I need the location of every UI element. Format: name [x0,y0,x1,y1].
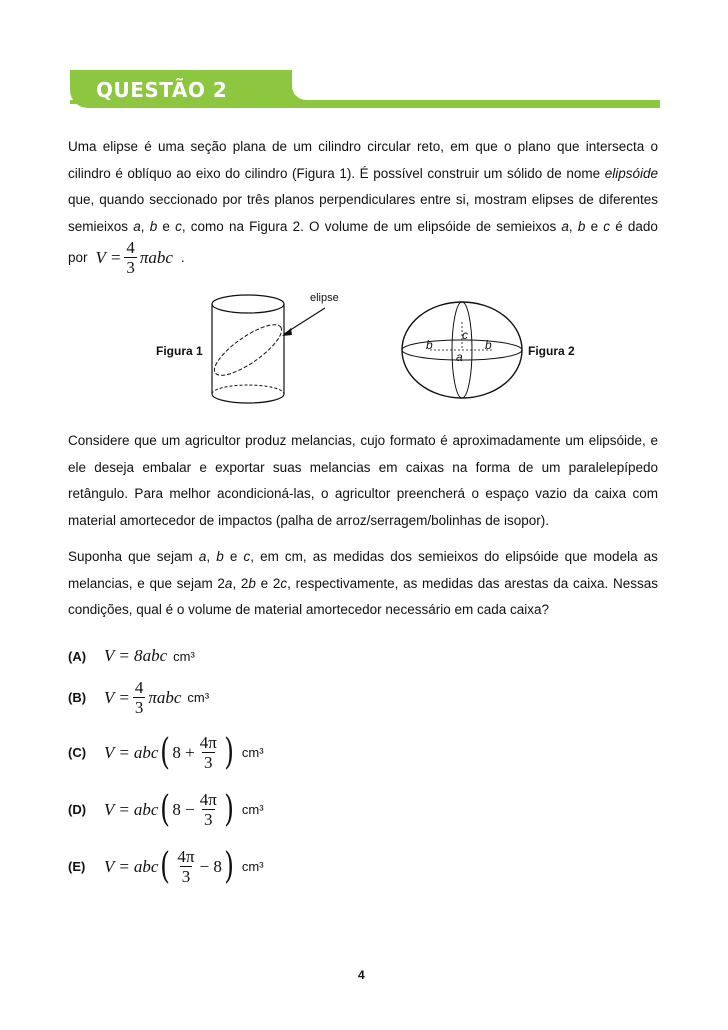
agricultor-paragraph [68,428,658,534]
intro-line-4: semieixos a, b e c, como na Figura 2. O volume de um elipsóide de semieixos a, b e c é dado [68,218,658,234]
axis-label-b-left: b [426,338,433,352]
fraction: $\frac{4\pi}{3}$ [199,733,217,772]
suponha-paragraph [68,544,658,624]
open-paren: ( [160,845,171,887]
figure-2-label: Figura 2 [528,344,575,358]
close-paren: ) [223,845,234,887]
paragraph-line: Suponha que sejam a, b e c, em cm, as medidas dos semieixos do elipsóide que modela as [68,549,658,564]
paragraph-line: Considere que um agricultor produz melancias, cujo formato é aproximadamente um elipsóide, e [68,433,658,448]
alternative-d[interactable]: (D) V = abc ( 8 − $\frac{4\pi}{3}$ ) cm³ [68,788,264,830]
figure-1-cylinder [200,288,360,416]
figure-1-label: Figura 1 [156,344,203,358]
formula-fraction: $\frac{4}{3}$ [126,238,135,277]
elipse-label: elipse [310,292,339,304]
paragraph-line: retângulo. Para melhor acondicioná-las, o agricultor preencherá o espaço vazio da caixa com [68,486,658,501]
alternative-a[interactable]: (A) V = 8 abc cm³ [68,646,195,665]
intro-paragraph [68,134,658,240]
axis-label-a: a [456,350,463,364]
paragraph-line: material amortecedor de impactos (palha de arroz/serragem/bolinhas de isopor). [68,512,549,528]
figure-2-ellipsoid [400,300,530,408]
close-paren: ) [223,788,234,830]
open-paren: ( [160,788,171,830]
question-title: QUESTÃO 2 [96,78,228,102]
open-paren: ( [160,731,171,773]
intro-line-2: cilindro é oblíquo ao eixo do cilindro (Figura 1). É possível construir um sólido de nome elipsóide [68,165,658,181]
page-number: 4 [358,968,365,982]
paragraph-line: condições, qual é o volume de material amortecedor necessário em cada caixa? [68,602,550,617]
alternative-e[interactable]: (E) V = abc ( $\frac{4\pi}{3}$ − 8 ) cm³ [68,845,264,887]
intro-line-3: que, quando seccionado por três planos perpendiculares entre si, mostram elipses de diferentes [68,192,658,207]
paragraph-line: melancias, e que sejam 2a, 2b e 2c, respectivamente, as medidas das arestas da caixa. Nessas [68,575,658,591]
fraction: $\frac{4\pi}{3}$ [199,790,217,829]
fraction: $\frac{4\pi}{3}$ [177,847,195,886]
intro-line-1: Uma elipse é uma seção plana de um cilindro circular reto, em que o plano que intersecta o [68,139,658,154]
close-paren: ) [223,731,234,773]
axis-label-b-right: b [485,338,492,352]
alternative-b[interactable]: (B) V = $\frac{4}{3}$ πabc cm³ [68,678,210,717]
alternative-c[interactable]: (C) V = abc ( 8 + $\frac{4\pi}{3}$ ) cm³ [68,731,264,773]
header-white-tab [292,70,660,100]
paragraph-line: ele deseja embalar e exportar suas melancias em caixas na forma de um paralelepípedo [68,459,658,475]
volume-formula: por V = $\frac{4}{3}$ πabc . [68,238,185,277]
fraction: $\frac{4}{3}$ [134,678,144,717]
axis-label-c: c [462,328,468,342]
